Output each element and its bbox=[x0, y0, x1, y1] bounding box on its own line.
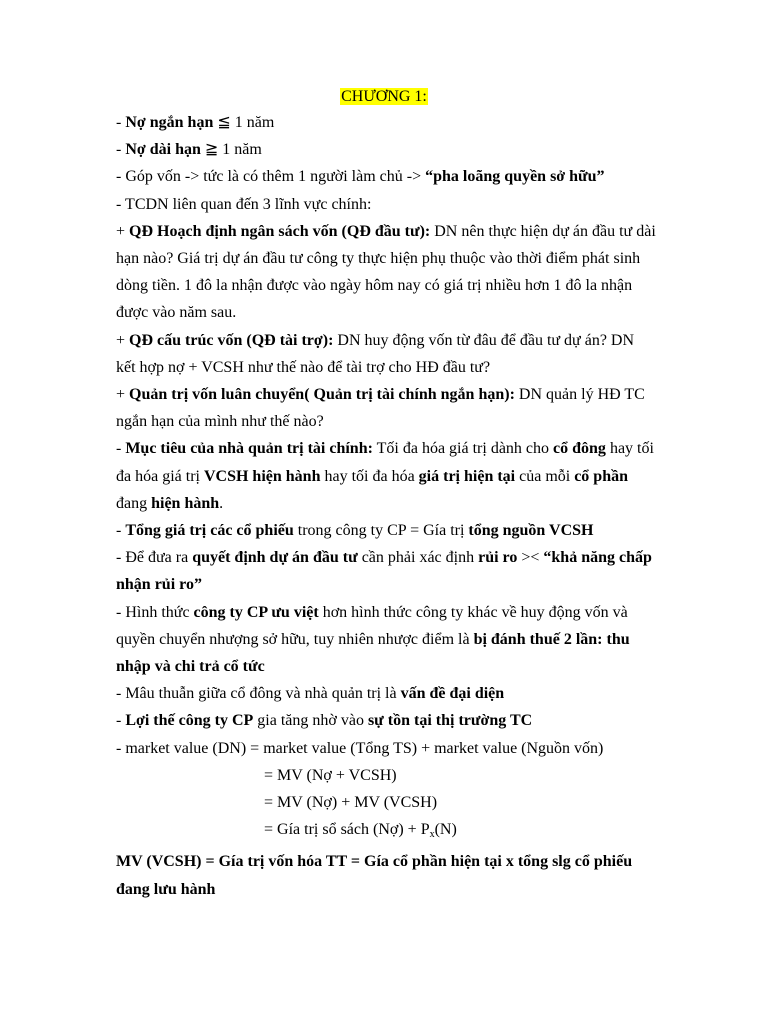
investment-decision-paragraph: - Để đưa ra quyết định dự án đầu tư cần phải xác định rủi ro >< “khả năng chấp nhận rủi ro” bbox=[116, 549, 652, 594]
market-value-formula-step-4: = Gía trị sổ sách (Nợ) + $P_x(N)$ bbox=[264, 821, 457, 841]
manager-goal-paragraph: - Mục tiêu của nhà quản trị tài chính: Tối đa hóa giá trị dành cho cổ đông hay tối đa hóa giá trị VCSH hiện hành hay tối đa hóa giá trị hiện tại của mỗi cổ phần đang hiện hành. bbox=[116, 440, 654, 512]
capital-budgeting-paragraph: + QĐ Hoạch định ngân sách vốn (QĐ đầu tư): DN nên thực hiện dự án đầu tư dài hạn nào? Giá trị dự án đầu tư công ty thực hiện phụ thuộc vào thời điểm phát sinh dòng tiền. 1 đô la nhận được vào ngày hôm nay có giá trị nhiều hơn 1 đô la nhận được vào năm sau. bbox=[116, 222, 656, 322]
mv-equity-paragraph: MV (VCSH) = Gía trị vốn hóa TT = Gía cổ phần hiện tại x tổng slg cổ phiếu đang lưu hành bbox=[116, 853, 633, 898]
chapter-title-row bbox=[116, 85, 652, 109]
market-value-formula-step-3: = MV (Nợ) + MV (VCSH) bbox=[264, 794, 438, 812]
document-page bbox=[116, 85, 656, 903]
long-term-debt-line: - Nợ dài hạn ≧ 1 năm bbox=[116, 141, 262, 159]
market-value-formula-step-2: = MV (Nợ + VCSH) bbox=[264, 766, 397, 784]
chapter-title: CHƯƠNG 1: bbox=[341, 88, 427, 105]
agency-problem-paragraph: - Mâu thuẫn giữa cổ đông và nhà quản trị là vấn đề đại diện bbox=[116, 685, 505, 703]
market-value-formula-line: - market value (DN) = market value (Tổng TS) + market value (Nguồn vốn) bbox=[116, 739, 604, 757]
joint-stock-company-paragraph: - Hình thức công ty CP ưu việt hơn hình thức công ty khác về huy động vốn và quyền chuyển nhượng sở hữu, tuy nhiên nhược điểm là bị đánh thuế 2 lần: thu nhập và chi trả cổ tức bbox=[116, 603, 630, 676]
short-term-debt-line: - Nợ ngắn hạn ≦ 1 năm bbox=[116, 114, 275, 131]
company-advantage-paragraph: - Lợi thế công ty CP gia tăng nhờ vào sự tồn tại thị trường TC bbox=[116, 712, 533, 730]
corporate-finance-fields-line: - TCDN liên quan đến 3 lĩnh vực chính: bbox=[116, 195, 372, 213]
working-capital-paragraph: + Quản trị vốn luân chuyển( Quản trị tài chính ngắn hạn): DN quản lý HĐ TC ngắn hạn của mình như thế nào? bbox=[116, 386, 645, 431]
capital-contribution-line: - Góp vốn -> tức là có thêm 1 người làm chủ -> “pha loãng quyền sở hữu” bbox=[116, 168, 605, 186]
capital-structure-paragraph: + QĐ cấu trúc vốn (QĐ tài trợ): DN huy động vốn từ đâu để đầu tư dự án? DN kết hợp nợ + VCSH như thế nào để tài trợ cho HĐ đầu tư? bbox=[116, 331, 635, 376]
total-share-value-paragraph: - Tổng giá trị các cổ phiếu trong công ty CP = Gía trị tổng nguồn VCSH bbox=[116, 522, 594, 540]
